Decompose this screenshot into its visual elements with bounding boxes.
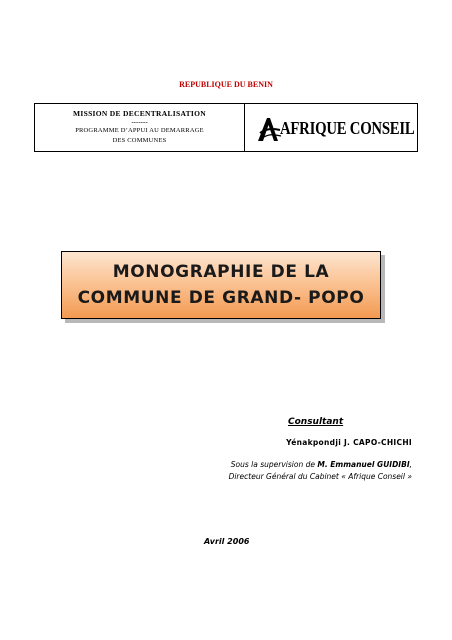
programme-title bbox=[35, 126, 244, 146]
logo-mark-icon bbox=[256, 115, 282, 143]
mission-cell bbox=[35, 104, 245, 151]
director-line: Directeur Général du Cabinet « Afrique Conseil » bbox=[228, 472, 412, 481]
title-line-2: COMMUNE DE GRAND- POPO bbox=[77, 288, 365, 308]
title-box bbox=[61, 251, 381, 319]
republic-heading: REPUBLIQUE DU BENIN bbox=[179, 80, 273, 89]
separator-dashes: ------- bbox=[131, 118, 148, 126]
supervisor-name: M. Emmanuel GUIDIBI bbox=[317, 460, 410, 469]
document-date: Avril 2006 bbox=[204, 537, 250, 546]
mission-title: MISSION DE DECENTRALISATION bbox=[73, 109, 206, 118]
afrique-conseil-logo bbox=[256, 114, 416, 144]
logo-text: AFRIQUE CONSEIL bbox=[280, 118, 415, 138]
supervision-line bbox=[172, 459, 412, 471]
consultant-name: Yénakpondji J. CAPO-CHICHI bbox=[286, 438, 412, 447]
consultant-label: Consultant bbox=[288, 417, 344, 427]
programme-line-2: DES COMMUNES bbox=[112, 137, 167, 144]
supervision-block bbox=[172, 459, 412, 483]
header-table bbox=[34, 103, 418, 152]
title-line-1: MONOGRAPHIE DE LA bbox=[112, 262, 330, 282]
programme-line-1: PROGRAMME D’APPUI AU DEMARRAGE bbox=[75, 127, 204, 134]
supervision-suffix: , bbox=[409, 460, 412, 469]
logo-cell bbox=[245, 104, 417, 151]
supervision-prefix: Sous la supervision de bbox=[230, 460, 318, 469]
